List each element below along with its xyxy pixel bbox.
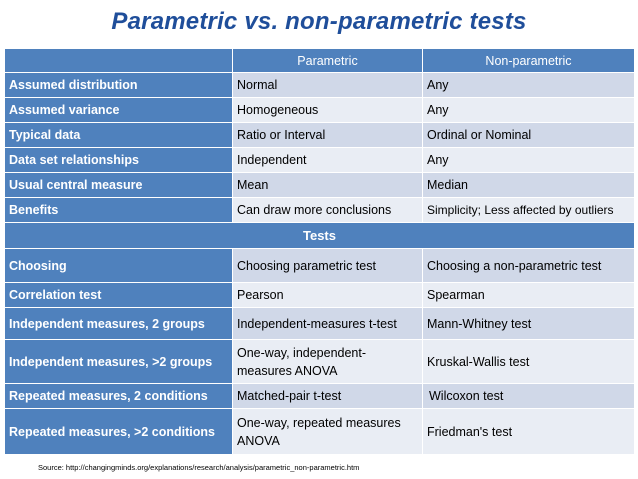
table-row bbox=[5, 308, 635, 340]
source-citation: Source: http://changingminds.org/explanations/research/analysis/parametric_non-parametric.htm bbox=[38, 463, 360, 472]
table-row bbox=[5, 123, 635, 148]
header-parametric: Parametric bbox=[233, 49, 423, 73]
table-row bbox=[5, 173, 635, 198]
nonparametric-cell: Ordinal or Nominal bbox=[423, 123, 635, 148]
row-label: Independent measures, 2 groups bbox=[5, 308, 233, 340]
nonparametric-cell: Any bbox=[423, 98, 635, 123]
comparison-table bbox=[4, 48, 635, 455]
row-label: Independent measures, >2 groups bbox=[5, 340, 233, 384]
row-label: Typical data bbox=[5, 123, 233, 148]
parametric-cell: Ratio or Interval bbox=[233, 123, 423, 148]
row-label: Benefits bbox=[5, 198, 233, 223]
header-row bbox=[5, 49, 635, 73]
table-row bbox=[5, 98, 635, 123]
tests-section-label: Tests bbox=[5, 223, 635, 249]
nonparametric-cell: Spearman bbox=[423, 283, 635, 308]
parametric-cell: Mean bbox=[233, 173, 423, 198]
row-label: Assumed variance bbox=[5, 98, 233, 123]
parametric-cell: Pearson bbox=[233, 283, 423, 308]
row-label: Usual central measure bbox=[5, 173, 233, 198]
parametric-cell: Homogeneous bbox=[233, 98, 423, 123]
row-label: Data set relationships bbox=[5, 148, 233, 173]
nonparametric-cell: Any bbox=[423, 73, 635, 98]
row-label: Correlation test bbox=[5, 283, 233, 308]
parametric-cell: Independent bbox=[233, 148, 423, 173]
table-row bbox=[5, 198, 635, 223]
parametric-cell: Choosing parametric test bbox=[233, 249, 423, 283]
row-label: Repeated measures, >2 conditions bbox=[5, 409, 233, 455]
nonparametric-cell: Mann-Whitney test bbox=[423, 308, 635, 340]
row-label: Assumed distribution bbox=[5, 73, 233, 98]
nonparametric-cell: Any bbox=[423, 148, 635, 173]
table-row bbox=[5, 283, 635, 308]
parametric-cell: One-way, independent-measures ANOVA bbox=[233, 340, 423, 384]
parametric-cell: Matched-pair t-test bbox=[233, 384, 423, 409]
header-blank bbox=[5, 49, 233, 73]
page-title: Parametric vs. non-parametric tests bbox=[111, 8, 527, 35]
table-row bbox=[5, 249, 635, 283]
table-row bbox=[5, 409, 635, 455]
parametric-cell: Normal bbox=[233, 73, 423, 98]
row-label: Repeated measures, 2 conditions bbox=[5, 384, 233, 409]
table-row bbox=[5, 73, 635, 98]
nonparametric-cell: Simplicity; Less affected by outliers bbox=[423, 198, 635, 223]
row-label: Choosing bbox=[5, 249, 233, 283]
parametric-cell: Can draw more conclusions bbox=[233, 198, 423, 223]
nonparametric-cell: Wilcoxon test bbox=[423, 384, 635, 409]
nonparametric-cell: Median bbox=[423, 173, 635, 198]
table-row bbox=[5, 384, 635, 409]
nonparametric-cell: Choosing a non-parametric test bbox=[423, 249, 635, 283]
nonparametric-cell: Kruskal-Wallis test bbox=[423, 340, 635, 384]
parametric-cell: One-way, repeated measures ANOVA bbox=[233, 409, 423, 455]
tests-header-row bbox=[5, 223, 635, 249]
nonparametric-cell: Friedman's test bbox=[423, 409, 635, 455]
header-nonparametric: Non-parametric bbox=[423, 49, 635, 73]
table-row bbox=[5, 340, 635, 384]
parametric-cell: Independent-measures t-test bbox=[233, 308, 423, 340]
table-row bbox=[5, 148, 635, 173]
